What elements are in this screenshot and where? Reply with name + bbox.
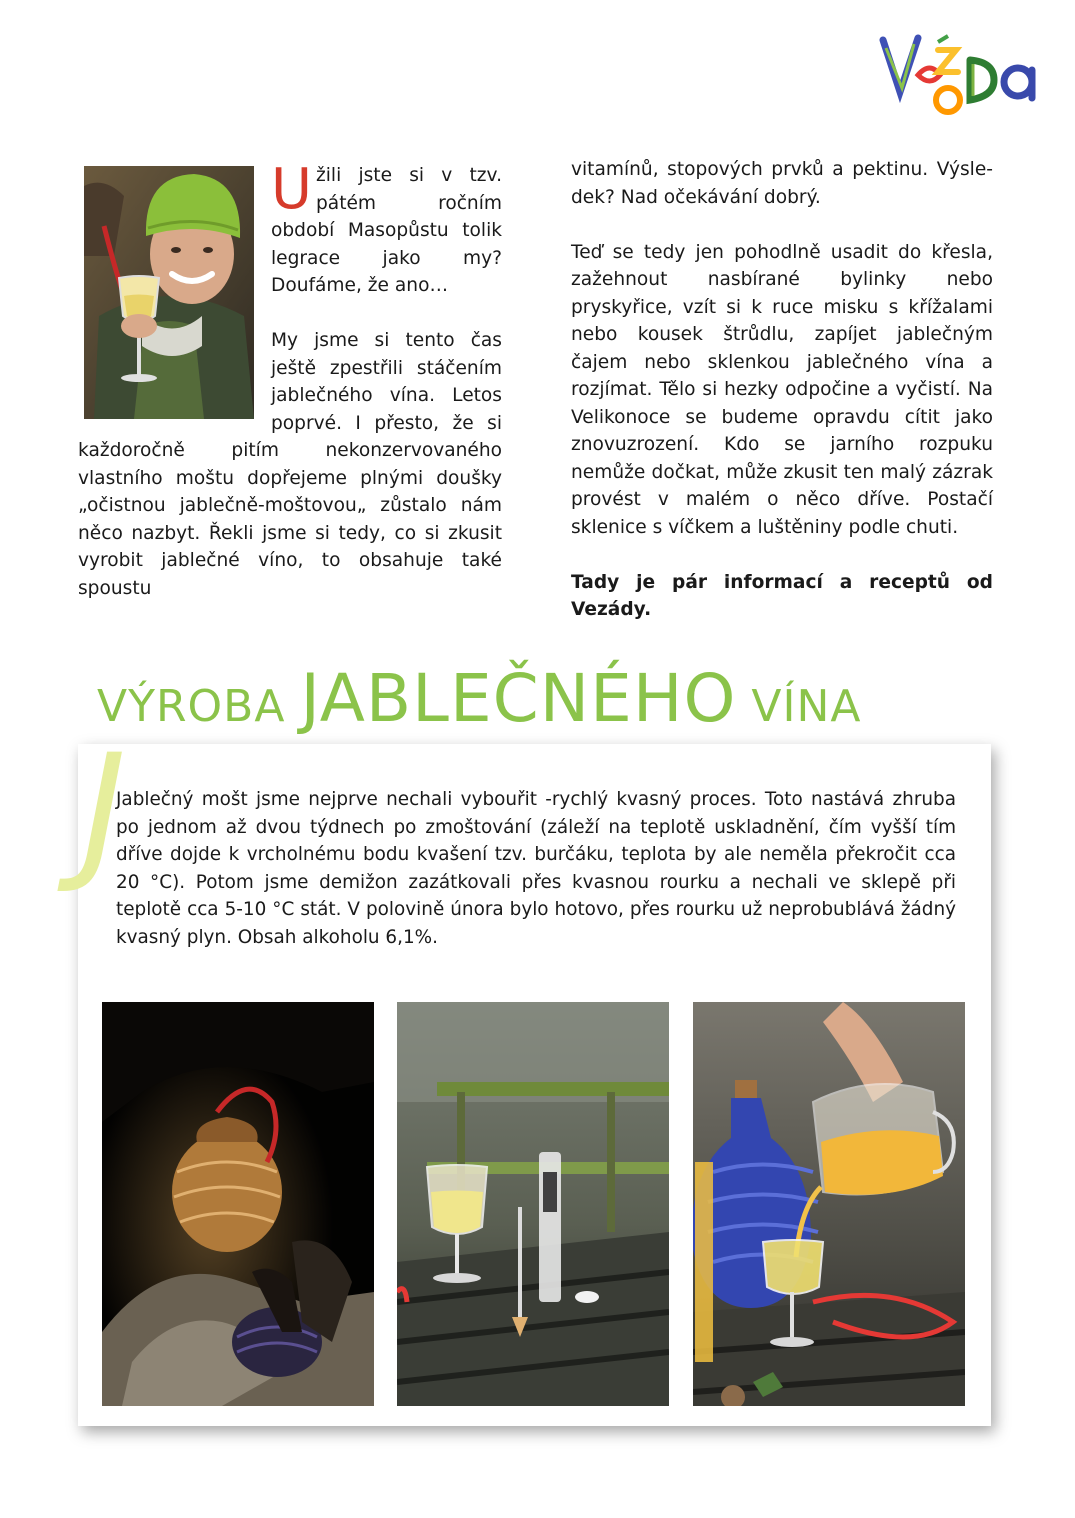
heading-part-3: VÍNA [736,681,862,732]
intro-paragraph-4: Teď se tedy jen pohodlně usadit do křesla, zažehnout nasbírané bylinky nebo pryskyřice, vzít si k ruce misku s křížalami nebo kousek štrůdlu, zapíjet jablečným čajem nebo sklenkou jablečného vína a rozjímat. Tělo si hezky odpočine a vyčistí. Na Velikonoce se budeme opravdu cítit jako znovuzrození. Kdo se jarního rozpuku nemůže dočkat, může zkusit ten malý zázrak provést v malém o něco dříve. Postačí sklenice s víčkem a luštěniny podle chuti. [571,241,993,538]
photo-spacer [78,162,271,432]
vezada-logo [878,30,1048,125]
intro-paragraph-1: Užili jste si v tzv. pátém ročním období Masopůstu tolik legrace jako my? Doufáme, že ano… [271,157,502,296]
heading-part-2: JABLEČNÉHO [300,660,737,737]
decorative-initial: J [82,723,127,897]
photo-pouring-cider [693,1002,965,1406]
intro-paragraph-2: My jsme si tento čas ještě zpestřili stáčením jablečného vína. Letos poprvé. I přesto, že si každoročně pitím nekonzervovaného vlastního moštu dopřejeme plnými doušky „očistnou jablečně-moštovou„ zůstalo nám něco nazbyt. Řekli jsme si tedy, co si zkusit vyrobit jablečné víno, to obsahuje také spoustu [78,330,502,599]
photo-demijohn-cellar [102,1002,374,1406]
photo-glass-hydrometer [397,1002,669,1406]
drop-cap: U [271,157,312,222]
intro-right-column [571,156,993,651]
intro-closing: Tady je pár informací a receptů od Vezády. [571,571,993,620]
card-text: Jablečný mošt jsme nejprve nechali vybouřit -rychlý kvasný proces. Toto nastává zhruba po jednom až dvou týdnech po zmoštování (záleží na teplotě uskladnění, čím vyšší tím dříve dojde k vrcholnému bodu kvašení tzv. burčáku, teplota by ale neměla překročit cca 20 °C). Potom jsme demižon zazátkovali přes kvasnou rourku a nechali ve sklepě při teplotě cca 5-10 °C stát. V polovině února bylo hotovo, přes rourku už neprobublává žádný kvasný plyn. Obsah alkoholu 6,1%. [116,789,956,948]
intro-left-column [78,157,502,630]
intro-paragraph-3: vitamínů, stopových prvků a pektinu. Výsle-dek? Nad očekávání dobrý. [571,159,993,208]
section-heading [97,660,987,740]
heading-part-1: VÝROBA [97,681,301,732]
